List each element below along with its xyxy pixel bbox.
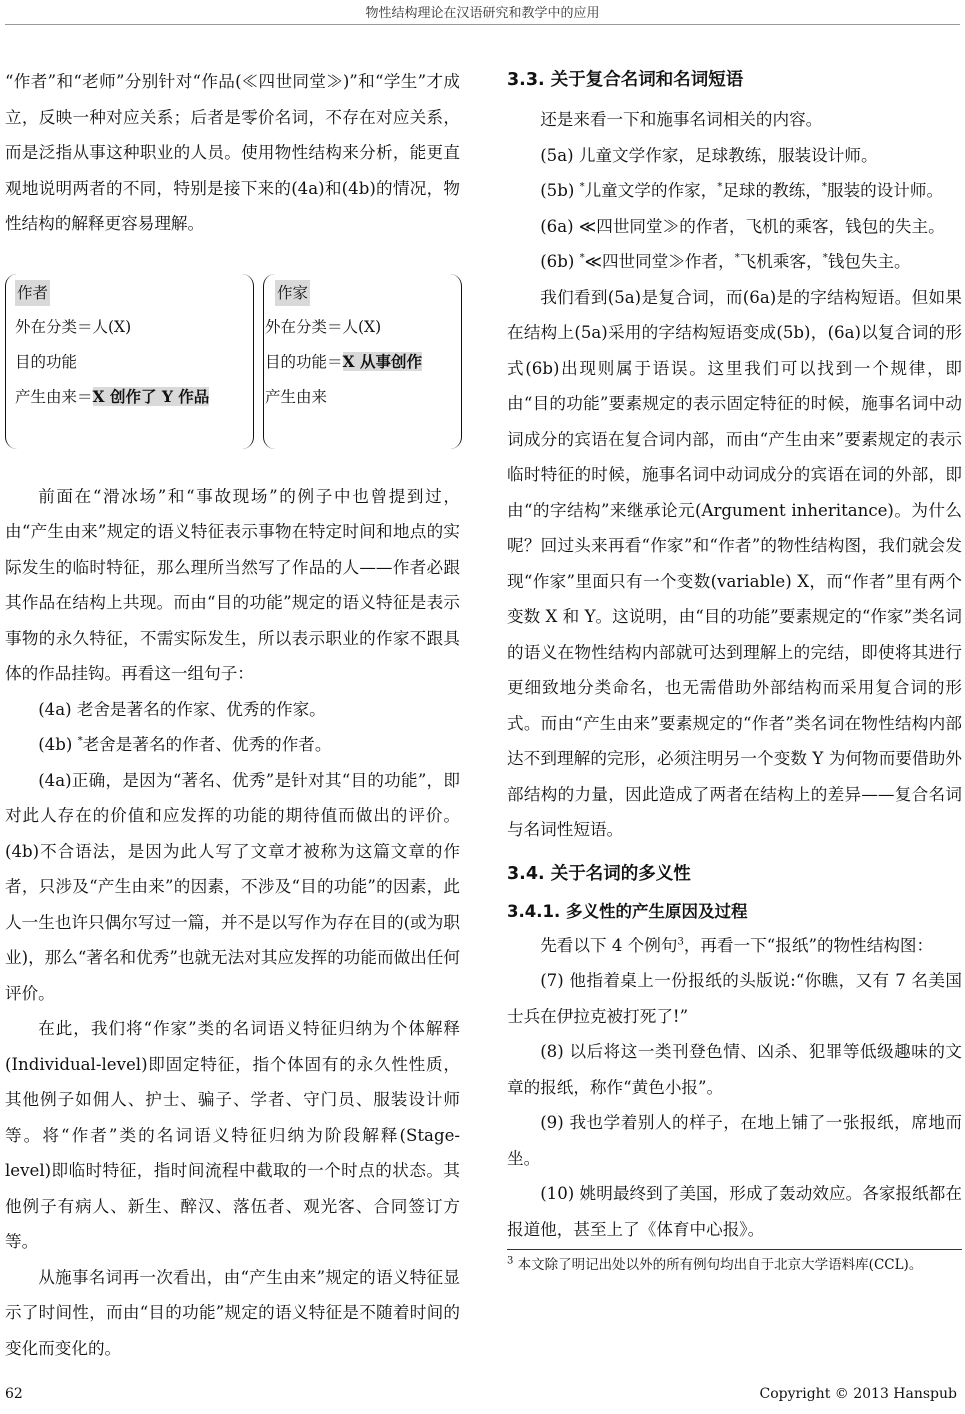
- bracket-right: [239, 274, 254, 449]
- example-6b: (6b) *≪四世同堂≫作者，*飞机乘客，*钱包失主。: [540, 252, 911, 271]
- running-title: 物性结构理论在汉语研究和教学中的应用: [365, 6, 600, 21]
- qualia-agentive-value: X 创作了 Y 作品: [92, 386, 210, 406]
- page-number: 62: [5, 1386, 23, 1402]
- qualia-agentive-label: 产生由来＝: [15, 387, 93, 406]
- bracket-right: [447, 274, 462, 449]
- qualia-zuozhe: [7, 274, 245, 449]
- footnote: $^3$ 本文除了明记出处以外的所有例句均出自于北京大学语料库(CCL)。: [507, 1255, 923, 1273]
- paragraph: 还是来看一下和施事名词相关的内容。: [540, 110, 823, 129]
- qualia-formal: 外在分类＝人(X): [265, 317, 382, 336]
- example-4b: (4b) *老舍是著名的作者、优秀的作者。: [38, 735, 332, 754]
- paragraph: (4a)正确，是因为“著名、优秀”是针对其“目的功能”，即对此人存在的价值和应发挥的功能的期待值而做出的评价。(4b)不合语法，是因为此人写了文章才被称为这篇文章的作者，只涉及“产生由来”的因素，不涉及“目的功能”的因素，此人一生也许只偶尔写过一篇，并不是以写作为存在目的(或为职业)，那么“著名和优秀”也就无法对其应发挥的功能而做出任何评价。: [5, 770, 460, 1003]
- footnote-marker: 3: [677, 935, 684, 947]
- paragraph: “作者”和“老师”分别针对“作品(≪四世同堂≫)”和“学生”才成立，反映一种对应关系；后者是零价名词，不存在对应关系，而是泛指从事这种职业的人员。使用物性结构来分析，能更直观地说明两者的不同，特别是接下来的(4a)和(4b)的情况，物性结构的解释更容易理解。: [5, 72, 460, 233]
- qualia-telic: 目的功能: [15, 352, 78, 371]
- footnote-rule: [507, 1249, 962, 1250]
- qualia-agentive: [15, 384, 209, 410]
- header-rule: [5, 24, 960, 25]
- paragraph: 从施事名词再一次看出，由“产生由来”规定的语义特征显示了时间性，而由“目的功能”规定的语义特征是不随着时间的变化而变化的。: [5, 1267, 460, 1358]
- paragraph: 我们看到(5a)是复合词，而(6a)是的字结构短语。但如果在结构上(5a)采用的字结构短语变成(5b)，(6a)以复合词的形式(6b)出现则属于语误。这里我们可以找到一个规律，即由“目的功能”要素规定的表示固定特征的时候，施事名词中动词成分的宾语在复合词内部，而由“产生由来”要素规定的表示临时特征的时候，施事名词中动词成分的宾语在词的外部，即由“的字结构”来继承论元(Argument inheritance)。为什么呢？回过头来再看“作家”和“作者”的物性结构图，我们就会发现“作家”里面只有一个变数(variable) X，而“作者”里有两个变数 X 和 Y。这说明，由“目的功能”要素规定的“作家”类名词的语义在物性结构内部就可达到理解上的完结，即使将其进行更细致地分类命名，也无需借助外部结构而采用复合词的形式。而由“产生由来”要素规定的“作者”类名词在物性结构内部达不到理解的完形，必须注明另一个变数 Y 为何物而要借助外部结构的力量，因此造成了两者在结构上的差异——复合名词与名词性短语。: [507, 287, 962, 839]
- left-column: [5, 64, 460, 1366]
- example-10: (10) 姚明最终到了美国，形成了轰动效应。各家报纸都在报道他，甚至上了《体育中心报》。: [507, 1184, 962, 1239]
- paragraph: 先看以下 4 个例句$^3$，再看一下“报纸”的物性结构图：: [540, 935, 934, 955]
- qualia-telic: [265, 349, 422, 375]
- example-6a: (6a) ≪四世同堂≫的作者，飞机的乘客，钱包的失主。: [540, 216, 945, 236]
- section-heading-3-4: 3.4. 关于名词的多义性: [507, 863, 691, 884]
- copyright: Copyright © 2013 Hanspub: [759, 1386, 957, 1402]
- example-5b: (5b) *儿童文学的作家，*足球的教练，*服装的设计师。: [540, 181, 944, 200]
- right-column: [507, 64, 962, 1276]
- section-heading-3-4-1: 3.4.1. 多义性的产生原因及过程: [507, 901, 748, 921]
- paragraph: 前面在“滑冰场”和“事故现场”的例子中也曾提到过，由“产生由来”规定的语义特征表示事物在特定时间和地点的实际发生的临时特征，那么理所当然写了作品的人——作者必跟其作品在结构上共现。而由“目的功能”规定的语义特征是表示事物的永久特征，不需实际发生，所以表示职业的作家不跟具体的作品挂钩。再看这一组句子：: [5, 486, 460, 683]
- qualia-structure-figure: [5, 274, 460, 449]
- qualia-telic-label: 目的功能＝: [265, 352, 343, 371]
- qualia-head: 作家: [275, 280, 310, 306]
- qualia-telic-value: X 从事创作: [342, 351, 422, 371]
- example-4a: (4a) 老舍是著名的作家、优秀的作家。: [38, 699, 326, 719]
- qualia-agentive: 产生由来: [265, 387, 328, 406]
- example-5a: (5a) 儿童文学作家，足球教练，服装设计师。: [540, 145, 878, 165]
- example-7: (7) 他指着桌上一份报纸的头版说:“你瞧，又有 7 名美国士兵在伊拉克被打死了!”: [507, 971, 962, 1026]
- example-9: (9) 我也学着别人的样子，在地上铺了一张报纸，席地而坐。: [507, 1113, 962, 1168]
- paragraph: 在此，我们将“作家”类的名词语义特征归纳为个体解释(Individual-level)即固定特征，指个体固有的永久性性质，其他例子如佣人、护士、骗子、学者、守门员、服装设计师等。将“作者”类的名词语义特征归纳为阶段解释(Stage-level)即临时特征，指时间流程中截取的一个时点的状态。其他例子有病人、新生、醉汉、落伍者、观光客、合同签订方等。: [5, 1019, 460, 1251]
- section-heading-3-3: 3.3. 关于复合名词和名词短语: [507, 70, 744, 90]
- example-8: (8) 以后将这一类刊登色情、凶杀、犯罪等低级趣味的文章的报纸，称作“黄色小报”。: [507, 1042, 962, 1097]
- qualia-head: 作者: [15, 280, 50, 306]
- qualia-formal: 外在分类＝人(X): [15, 317, 132, 336]
